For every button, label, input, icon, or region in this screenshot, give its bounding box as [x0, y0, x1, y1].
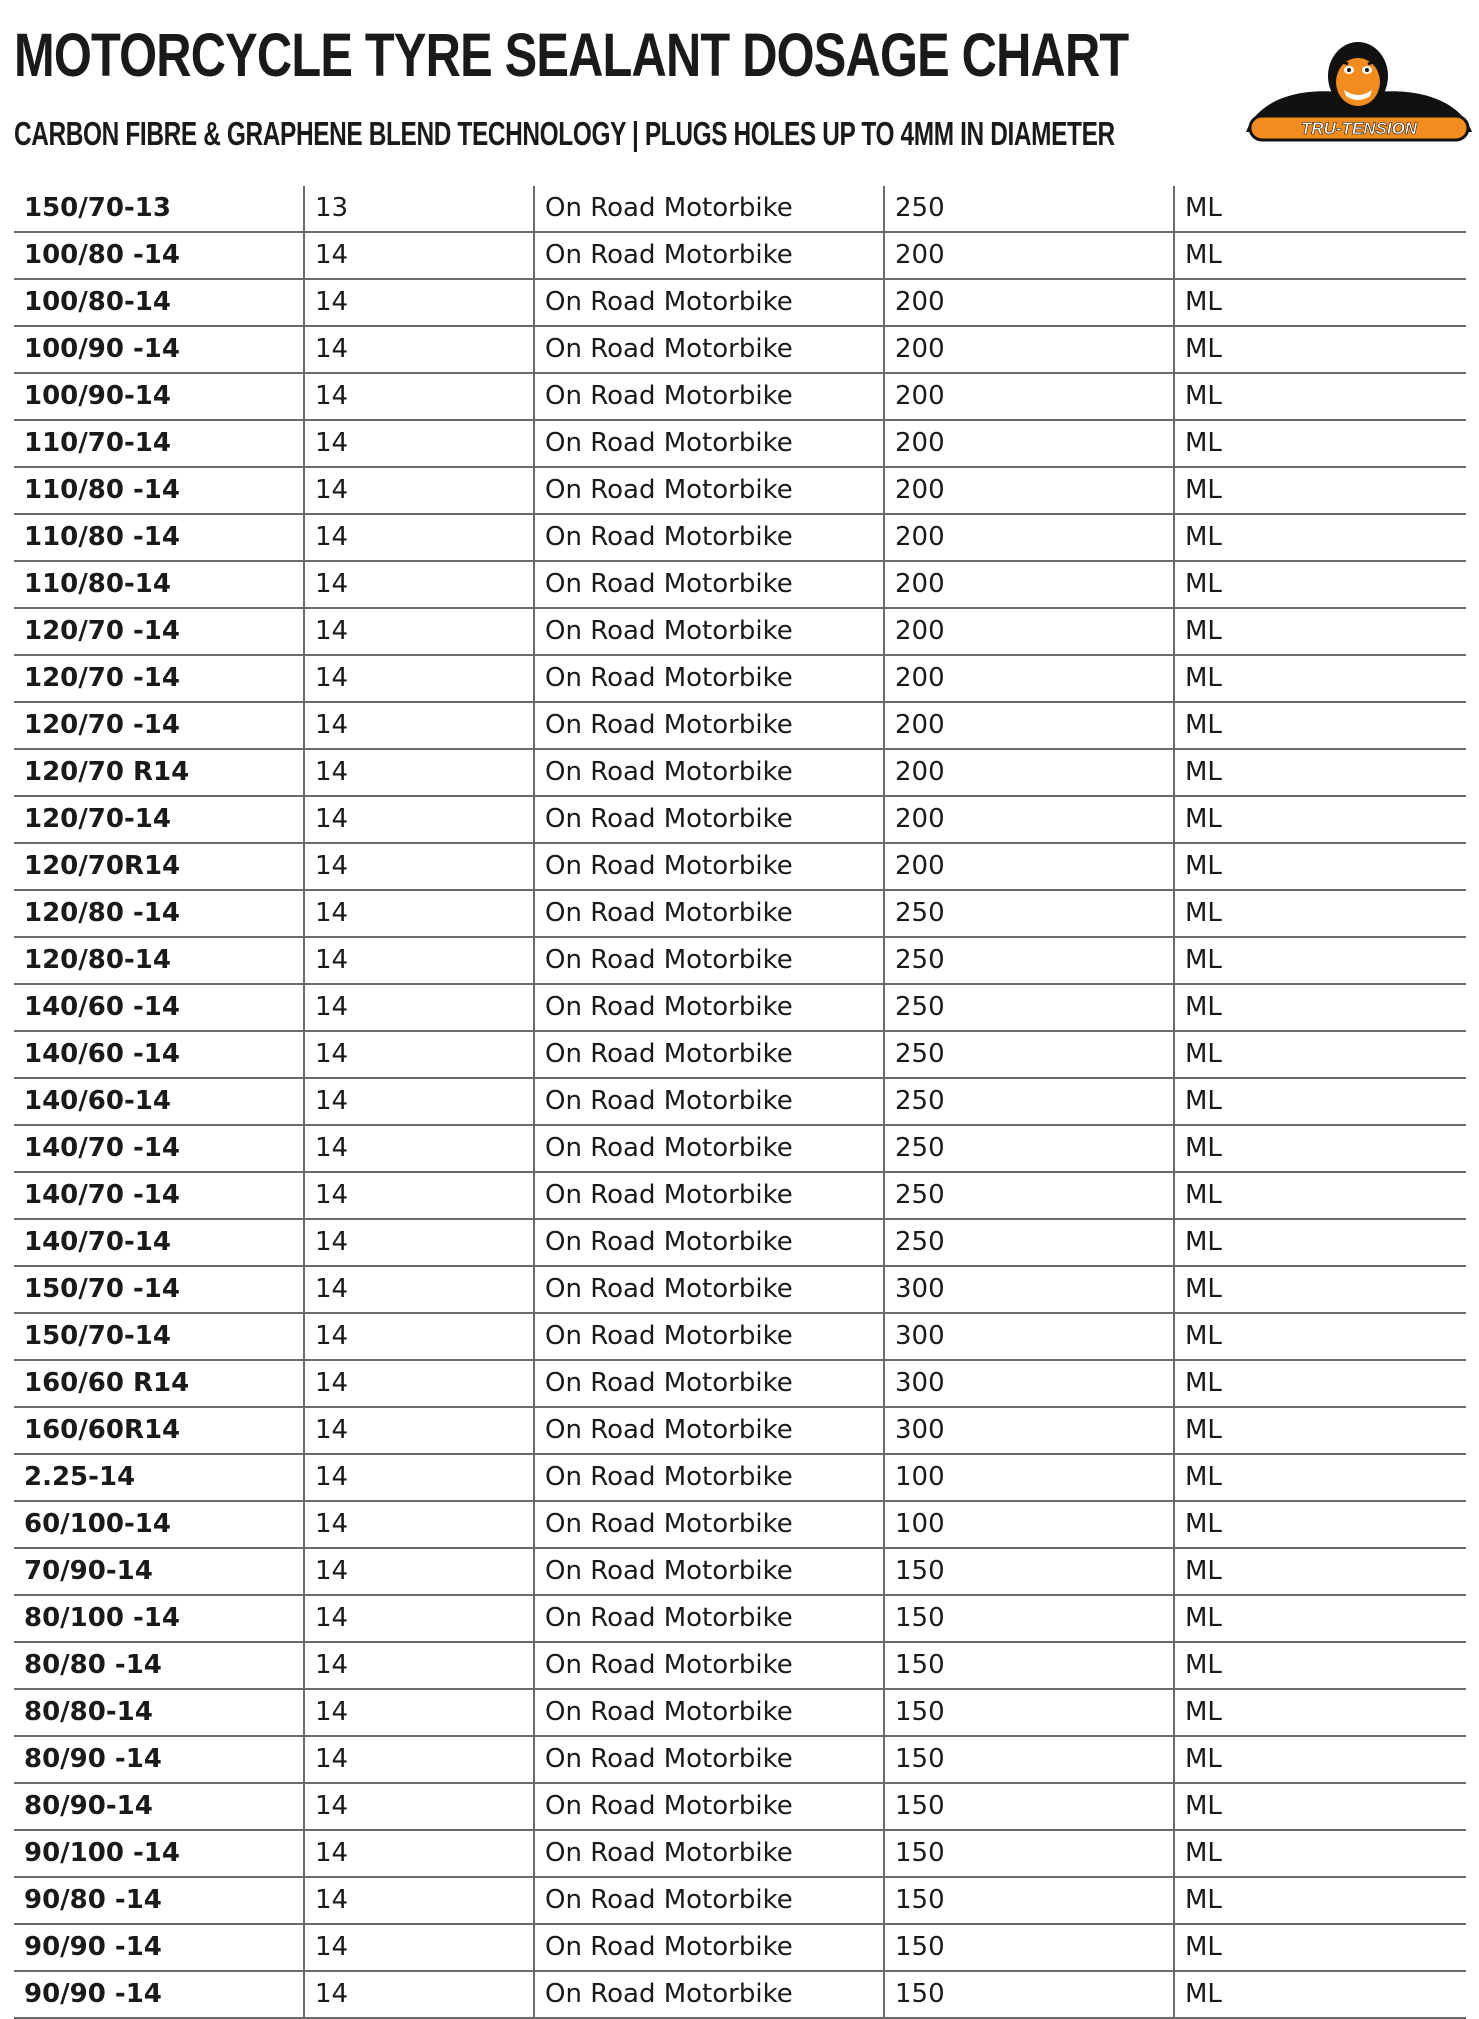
- page-header: [14, 21, 1465, 152]
- dosage-amount-cell: 150: [884, 1642, 1174, 1689]
- tyre-size-cell: 140/60 -14: [14, 984, 304, 1031]
- table-row: [14, 702, 1466, 749]
- tyre-size-cell: 100/90 -14: [14, 326, 304, 373]
- dosage-amount-cell: 250: [884, 1125, 1174, 1172]
- tyre-size-cell: 110/80-14: [14, 561, 304, 608]
- dosage-amount-cell: 200: [884, 843, 1174, 890]
- dosage-amount-cell: 200: [884, 702, 1174, 749]
- dosage-amount-cell: 200: [884, 373, 1174, 420]
- table-row: [14, 467, 1466, 514]
- rim-size-cell: 14: [304, 655, 534, 702]
- vehicle-type-cell: On Road Motorbike: [534, 937, 884, 984]
- dosage-amount-cell: 250: [884, 1031, 1174, 1078]
- vehicle-type-cell: On Road Motorbike: [534, 608, 884, 655]
- vehicle-type-cell: On Road Motorbike: [534, 1313, 884, 1360]
- dosage-amount-cell: 100: [884, 1501, 1174, 1548]
- dosage-amount-cell: 100: [884, 1454, 1174, 1501]
- tyre-size-cell: 90/80 -14: [14, 1877, 304, 1924]
- vehicle-type-cell: On Road Motorbike: [534, 420, 884, 467]
- vehicle-type-cell: On Road Motorbike: [534, 702, 884, 749]
- rim-size-cell: 14: [304, 1266, 534, 1313]
- vehicle-type-cell: On Road Motorbike: [534, 1642, 884, 1689]
- unit-cell: ML: [1174, 749, 1466, 796]
- unit-cell: ML: [1174, 984, 1466, 1031]
- table-row: [14, 1783, 1466, 1830]
- table-row: [14, 937, 1466, 984]
- rim-size-cell: 14: [304, 1172, 534, 1219]
- table-row: [14, 1172, 1466, 1219]
- vehicle-type-cell: On Road Motorbike: [534, 561, 884, 608]
- table-row: [14, 843, 1466, 890]
- dosage-amount-cell: 300: [884, 1360, 1174, 1407]
- page-title: MOTORCYCLE TYRE SEALANT DOSAGE CHART: [14, 21, 1129, 89]
- dosage-table: [14, 186, 1466, 2019]
- page-subtitle: CARBON FIBRE & GRAPHENE BLEND TECHNOLOGY | PLUGS HOLES UP TO 4MM IN DIAMETER: [14, 115, 1115, 152]
- dosage-amount-cell: 150: [884, 1595, 1174, 1642]
- rim-size-cell: 14: [304, 1689, 534, 1736]
- table-row: [14, 608, 1466, 655]
- rim-size-cell: 14: [304, 890, 534, 937]
- dosage-amount-cell: 150: [884, 1877, 1174, 1924]
- unit-cell: ML: [1174, 561, 1466, 608]
- tyre-size-cell: 80/80 -14: [14, 1642, 304, 1689]
- unit-cell: ML: [1174, 1219, 1466, 1266]
- rim-size-cell: 14: [304, 749, 534, 796]
- vehicle-type-cell: On Road Motorbike: [534, 984, 884, 1031]
- tyre-size-cell: 150/70 -14: [14, 1266, 304, 1313]
- rim-size-cell: 14: [304, 1407, 534, 1454]
- unit-cell: ML: [1174, 1078, 1466, 1125]
- unit-cell: ML: [1174, 1877, 1466, 1924]
- rim-size-cell: 14: [304, 373, 534, 420]
- vehicle-type-cell: On Road Motorbike: [534, 326, 884, 373]
- dosage-amount-cell: 150: [884, 1830, 1174, 1877]
- rim-size-cell: 14: [304, 608, 534, 655]
- vehicle-type-cell: On Road Motorbike: [534, 1078, 884, 1125]
- tyre-size-cell: 100/90-14: [14, 373, 304, 420]
- dosage-amount-cell: 250: [884, 1219, 1174, 1266]
- unit-cell: ML: [1174, 1971, 1466, 2018]
- dosage-amount-cell: 200: [884, 514, 1174, 561]
- table-row: [14, 655, 1466, 702]
- tyre-size-cell: 120/70 -14: [14, 655, 304, 702]
- vehicle-type-cell: On Road Motorbike: [534, 1031, 884, 1078]
- tyre-size-cell: 120/80 -14: [14, 890, 304, 937]
- dosage-amount-cell: 200: [884, 279, 1174, 326]
- vehicle-type-cell: On Road Motorbike: [534, 467, 884, 514]
- vehicle-type-cell: On Road Motorbike: [534, 1830, 884, 1877]
- rim-size-cell: 14: [304, 843, 534, 890]
- rim-size-cell: 14: [304, 232, 534, 279]
- unit-cell: ML: [1174, 186, 1466, 232]
- dosage-amount-cell: 200: [884, 467, 1174, 514]
- rim-size-cell: 14: [304, 1971, 534, 2018]
- unit-cell: ML: [1174, 1830, 1466, 1877]
- vehicle-type-cell: On Road Motorbike: [534, 1266, 884, 1313]
- tyre-size-cell: 80/90-14: [14, 1783, 304, 1830]
- table-row: [14, 1454, 1466, 1501]
- unit-cell: ML: [1174, 279, 1466, 326]
- tyre-size-cell: 160/60 R14: [14, 1360, 304, 1407]
- unit-cell: ML: [1174, 1642, 1466, 1689]
- rim-size-cell: 14: [304, 1313, 534, 1360]
- rim-size-cell: 13: [304, 186, 534, 232]
- table-row: [14, 232, 1466, 279]
- vehicle-type-cell: On Road Motorbike: [534, 1172, 884, 1219]
- table-row: [14, 1642, 1466, 1689]
- tyre-size-cell: 80/100 -14: [14, 1595, 304, 1642]
- vehicle-type-cell: On Road Motorbike: [534, 1736, 884, 1783]
- unit-cell: ML: [1174, 1266, 1466, 1313]
- vehicle-type-cell: On Road Motorbike: [534, 1501, 884, 1548]
- dosage-amount-cell: 250: [884, 1078, 1174, 1125]
- tyre-size-cell: 120/70 -14: [14, 702, 304, 749]
- tyre-size-cell: 160/60R14: [14, 1407, 304, 1454]
- unit-cell: ML: [1174, 373, 1466, 420]
- unit-cell: ML: [1174, 796, 1466, 843]
- dosage-amount-cell: 150: [884, 1689, 1174, 1736]
- vehicle-type-cell: On Road Motorbike: [534, 514, 884, 561]
- unit-cell: ML: [1174, 1454, 1466, 1501]
- table-row: [14, 1407, 1466, 1454]
- table-row: [14, 1266, 1466, 1313]
- table-row: [14, 1924, 1466, 1971]
- unit-cell: ML: [1174, 467, 1466, 514]
- tyre-size-cell: 60/100-14: [14, 1501, 304, 1548]
- vehicle-type-cell: On Road Motorbike: [534, 655, 884, 702]
- rim-size-cell: 14: [304, 796, 534, 843]
- logo-pupil-left: [1347, 68, 1351, 72]
- vehicle-type-cell: On Road Motorbike: [534, 843, 884, 890]
- tyre-size-cell: 120/80-14: [14, 937, 304, 984]
- rim-size-cell: 14: [304, 1031, 534, 1078]
- rim-size-cell: 14: [304, 937, 534, 984]
- unit-cell: ML: [1174, 1313, 1466, 1360]
- rim-size-cell: 14: [304, 1736, 534, 1783]
- dosage-amount-cell: 200: [884, 232, 1174, 279]
- unit-cell: ML: [1174, 1125, 1466, 1172]
- table-row: [14, 561, 1466, 608]
- unit-cell: ML: [1174, 843, 1466, 890]
- vehicle-type-cell: On Road Motorbike: [534, 749, 884, 796]
- unit-cell: ML: [1174, 326, 1466, 373]
- tyre-size-cell: 70/90-14: [14, 1548, 304, 1595]
- tyre-size-cell: 80/80-14: [14, 1689, 304, 1736]
- dosage-amount-cell: 150: [884, 1971, 1174, 2018]
- unit-cell: ML: [1174, 514, 1466, 561]
- tyre-size-cell: 90/100 -14: [14, 1830, 304, 1877]
- vehicle-type-cell: On Road Motorbike: [534, 1407, 884, 1454]
- table-row: [14, 1971, 1466, 2018]
- table-row: [14, 749, 1466, 796]
- table-row: [14, 1830, 1466, 1877]
- rim-size-cell: 14: [304, 1360, 534, 1407]
- rim-size-cell: 14: [304, 514, 534, 561]
- rim-size-cell: 14: [304, 1125, 534, 1172]
- table-row: [14, 1360, 1466, 1407]
- vehicle-type-cell: On Road Motorbike: [534, 1924, 884, 1971]
- tyre-size-cell: 140/60-14: [14, 1078, 304, 1125]
- rim-size-cell: 14: [304, 1642, 534, 1689]
- logo-pupil-right: [1365, 68, 1369, 72]
- tyre-size-cell: 150/70-13: [14, 186, 304, 232]
- vehicle-type-cell: On Road Motorbike: [534, 186, 884, 232]
- vehicle-type-cell: On Road Motorbike: [534, 373, 884, 420]
- unit-cell: ML: [1174, 702, 1466, 749]
- rim-size-cell: 14: [304, 279, 534, 326]
- unit-cell: ML: [1174, 608, 1466, 655]
- unit-cell: ML: [1174, 1548, 1466, 1595]
- brand-logo: [1238, 30, 1478, 156]
- vehicle-type-cell: On Road Motorbike: [534, 279, 884, 326]
- dosage-amount-cell: 150: [884, 1548, 1174, 1595]
- table-row: [14, 420, 1466, 467]
- rim-size-cell: 14: [304, 1219, 534, 1266]
- vehicle-type-cell: On Road Motorbike: [534, 1783, 884, 1830]
- dosage-amount-cell: 150: [884, 1924, 1174, 1971]
- table-row: [14, 984, 1466, 1031]
- rim-size-cell: 14: [304, 1924, 534, 1971]
- dosage-amount-cell: 200: [884, 749, 1174, 796]
- vehicle-type-cell: On Road Motorbike: [534, 232, 884, 279]
- rim-size-cell: 14: [304, 1078, 534, 1125]
- dosage-amount-cell: 200: [884, 561, 1174, 608]
- vehicle-type-cell: On Road Motorbike: [534, 890, 884, 937]
- table-row: [14, 1078, 1466, 1125]
- dosage-amount-cell: 200: [884, 655, 1174, 702]
- vehicle-type-cell: On Road Motorbike: [534, 1548, 884, 1595]
- table-row: [14, 373, 1466, 420]
- unit-cell: ML: [1174, 655, 1466, 702]
- tyre-size-cell: 110/80 -14: [14, 514, 304, 561]
- table-row: [14, 796, 1466, 843]
- tyre-size-cell: 90/90 -14: [14, 1924, 304, 1971]
- unit-cell: ML: [1174, 937, 1466, 984]
- unit-cell: ML: [1174, 1595, 1466, 1642]
- dosage-amount-cell: 300: [884, 1313, 1174, 1360]
- tyre-size-cell: 120/70-14: [14, 796, 304, 843]
- dosage-amount-cell: 250: [884, 890, 1174, 937]
- tyre-size-cell: 140/70 -14: [14, 1125, 304, 1172]
- dosage-amount-cell: 150: [884, 1783, 1174, 1830]
- tyre-size-cell: 150/70-14: [14, 1313, 304, 1360]
- unit-cell: ML: [1174, 1031, 1466, 1078]
- table-row: [14, 1125, 1466, 1172]
- rim-size-cell: 14: [304, 326, 534, 373]
- rim-size-cell: 14: [304, 1830, 534, 1877]
- unit-cell: ML: [1174, 232, 1466, 279]
- table-row: [14, 1548, 1466, 1595]
- rim-size-cell: 14: [304, 467, 534, 514]
- tyre-size-cell: 100/80-14: [14, 279, 304, 326]
- rim-size-cell: 14: [304, 1595, 534, 1642]
- dosage-amount-cell: 250: [884, 984, 1174, 1031]
- unit-cell: ML: [1174, 1783, 1466, 1830]
- table-row: [14, 514, 1466, 561]
- table-row: [14, 1689, 1466, 1736]
- vehicle-type-cell: On Road Motorbike: [534, 1877, 884, 1924]
- logo-text: TRU-TENSION: [1300, 119, 1418, 138]
- rim-size-cell: 14: [304, 1454, 534, 1501]
- rim-size-cell: 14: [304, 420, 534, 467]
- dosage-amount-cell: 250: [884, 1172, 1174, 1219]
- dosage-amount-cell: 250: [884, 186, 1174, 232]
- table-row: [14, 1031, 1466, 1078]
- unit-cell: ML: [1174, 1736, 1466, 1783]
- table-row: [14, 1736, 1466, 1783]
- table-row: [14, 1877, 1466, 1924]
- tyre-size-cell: 80/90 -14: [14, 1736, 304, 1783]
- table-row: [14, 326, 1466, 373]
- dosage-amount-cell: 200: [884, 420, 1174, 467]
- unit-cell: ML: [1174, 1172, 1466, 1219]
- tyre-size-cell: 140/70 -14: [14, 1172, 304, 1219]
- tyre-size-cell: 2.25-14: [14, 1454, 304, 1501]
- vehicle-type-cell: On Road Motorbike: [534, 1125, 884, 1172]
- vehicle-type-cell: On Road Motorbike: [534, 1689, 884, 1736]
- rim-size-cell: 14: [304, 1877, 534, 1924]
- rim-size-cell: 14: [304, 561, 534, 608]
- vehicle-type-cell: On Road Motorbike: [534, 796, 884, 843]
- unit-cell: ML: [1174, 1924, 1466, 1971]
- vehicle-type-cell: On Road Motorbike: [534, 1360, 884, 1407]
- rim-size-cell: 14: [304, 1501, 534, 1548]
- tyre-size-cell: 90/90 -14: [14, 1971, 304, 2018]
- dosage-amount-cell: 300: [884, 1266, 1174, 1313]
- table-row: [14, 1501, 1466, 1548]
- dosage-amount-cell: 150: [884, 1736, 1174, 1783]
- rim-size-cell: 14: [304, 1548, 534, 1595]
- tyre-size-cell: 120/70 R14: [14, 749, 304, 796]
- table-row: [14, 890, 1466, 937]
- table-row: [14, 1313, 1466, 1360]
- table-row: [14, 1595, 1466, 1642]
- vehicle-type-cell: On Road Motorbike: [534, 1595, 884, 1642]
- tyre-size-cell: 120/70R14: [14, 843, 304, 890]
- table-row: [14, 1219, 1466, 1266]
- table-row: [14, 186, 1466, 232]
- unit-cell: ML: [1174, 1360, 1466, 1407]
- dosage-table-body: [14, 186, 1466, 2018]
- tyre-size-cell: 140/60 -14: [14, 1031, 304, 1078]
- rim-size-cell: 14: [304, 984, 534, 1031]
- tyre-size-cell: 140/70-14: [14, 1219, 304, 1266]
- table-row: [14, 279, 1466, 326]
- tyre-size-cell: 110/80 -14: [14, 467, 304, 514]
- unit-cell: ML: [1174, 1407, 1466, 1454]
- rim-size-cell: 14: [304, 702, 534, 749]
- rim-size-cell: 14: [304, 1783, 534, 1830]
- unit-cell: ML: [1174, 890, 1466, 937]
- tyre-size-cell: 120/70 -14: [14, 608, 304, 655]
- vehicle-type-cell: On Road Motorbike: [534, 1971, 884, 2018]
- dosage-amount-cell: 200: [884, 796, 1174, 843]
- tyre-size-cell: 110/70-14: [14, 420, 304, 467]
- vehicle-type-cell: On Road Motorbike: [534, 1219, 884, 1266]
- unit-cell: ML: [1174, 420, 1466, 467]
- vehicle-type-cell: On Road Motorbike: [534, 1454, 884, 1501]
- unit-cell: ML: [1174, 1689, 1466, 1736]
- tyre-size-cell: 100/80 -14: [14, 232, 304, 279]
- dosage-amount-cell: 250: [884, 937, 1174, 984]
- dosage-amount-cell: 300: [884, 1407, 1174, 1454]
- dosage-amount-cell: 200: [884, 608, 1174, 655]
- unit-cell: ML: [1174, 1501, 1466, 1548]
- dosage-amount-cell: 200: [884, 326, 1174, 373]
